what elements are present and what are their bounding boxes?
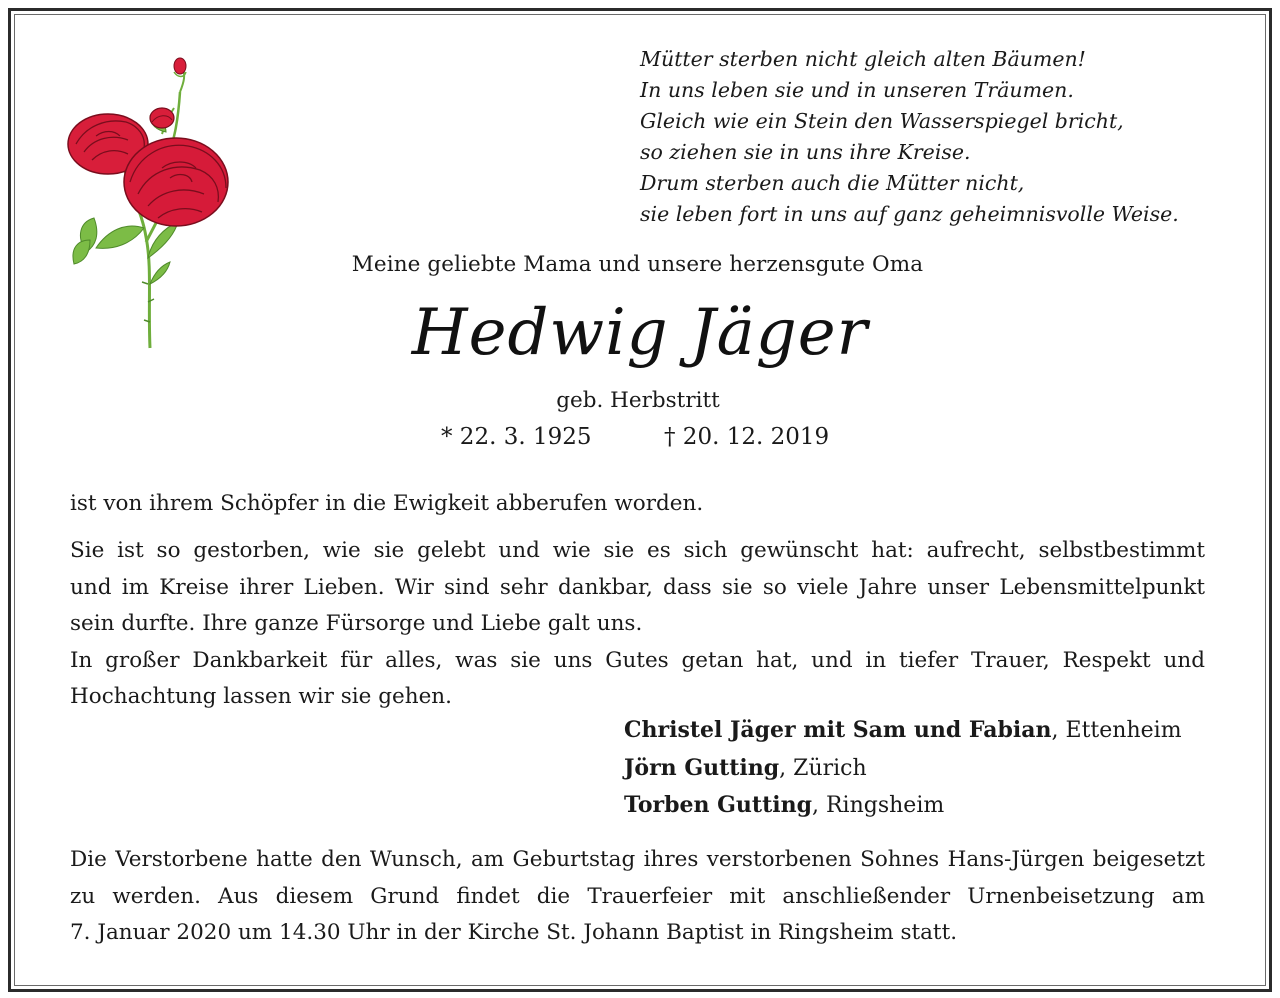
maiden-name: geb. Herbstritt: [556, 388, 720, 413]
death-date: † 20. 12. 2019: [664, 424, 830, 450]
poem-line: In uns leben sie und in unseren Träumen.: [640, 78, 1074, 102]
intro-line: Meine geliebte Mama und unsere herzensgute Oma: [351, 252, 924, 277]
paragraph-line: Die Verstorbene hatte den Wunsch, am Geburtstag ihres verstorbenen Sohnes Hans-Jürgen beigesetzt: [70, 847, 1205, 872]
poem-line: Mütter sterben nicht gleich alten Bäumen!: [640, 47, 1086, 71]
mourner-entry: [624, 750, 1182, 788]
mourner-names: Jörn Gutting: [624, 754, 780, 781]
mourner-entry: [624, 787, 1182, 825]
paragraph-line: sein durfte. Ihre ganze Fürsorge und Liebe galt uns.: [70, 611, 643, 636]
birth-date: * 22. 3. 1925: [441, 424, 592, 450]
mourner-names: Christel Jäger mit Sam und Fabian: [624, 717, 1052, 743]
paragraph-line: Hochachtung lassen wir sie gehen.: [70, 684, 452, 709]
mourner-entry: [624, 712, 1182, 750]
paragraph-tribute: [70, 533, 1205, 716]
mourner-place: , Ettenheim: [1051, 718, 1182, 743]
paragraph-funeral-info: [70, 842, 1205, 952]
poem-line: Drum sterben auch die Mütter nicht,: [640, 171, 1025, 195]
mourner-place: , Ringsheim: [812, 793, 945, 818]
poem: [640, 44, 1240, 230]
mourner-place: , Zürich: [779, 755, 867, 781]
paragraph-calling: ist von ihrem Schöpfer in die Ewigkeit abberufen worden.: [70, 491, 704, 516]
mourner-names: Torben Gutting: [624, 792, 812, 818]
poem-line: so ziehen sie in uns ihre Kreise.: [640, 140, 971, 164]
poem-line: Gleich wie ein Stein den Wasserspiegel bricht,: [640, 109, 1124, 133]
poem-line: sie leben fort in uns auf ganz geheimnisvolle Weise.: [640, 202, 1179, 226]
paragraph-line: In großer Dankbarkeit für alles, was sie uns Gutes getan hat, und in tiefer Trauer, Respekt und: [70, 647, 1205, 673]
paragraph-line: Sie ist so gestorben, wie sie gelebt und wie sie es sich gewünscht hat: aufrecht, selbstbestimmt: [70, 538, 1205, 563]
mourners-list: [624, 712, 1182, 825]
paragraph-line: und im Kreise ihrer Lieben. Wir sind sehr dankbar, dass sie so viele Jahre unser Lebensmittelpunkt: [70, 574, 1205, 600]
paragraph-line: 7. Januar 2020 um 14.30 Uhr in der Kirche St. Johann Baptist in Ringsheim statt.: [70, 920, 958, 945]
deceased-name: Hedwig Jäger: [411, 296, 869, 370]
paragraph-line: zu werden. Aus diesem Grund findet die Trauerfeier mit anschließender Urnenbeisetzung am: [70, 883, 1205, 909]
